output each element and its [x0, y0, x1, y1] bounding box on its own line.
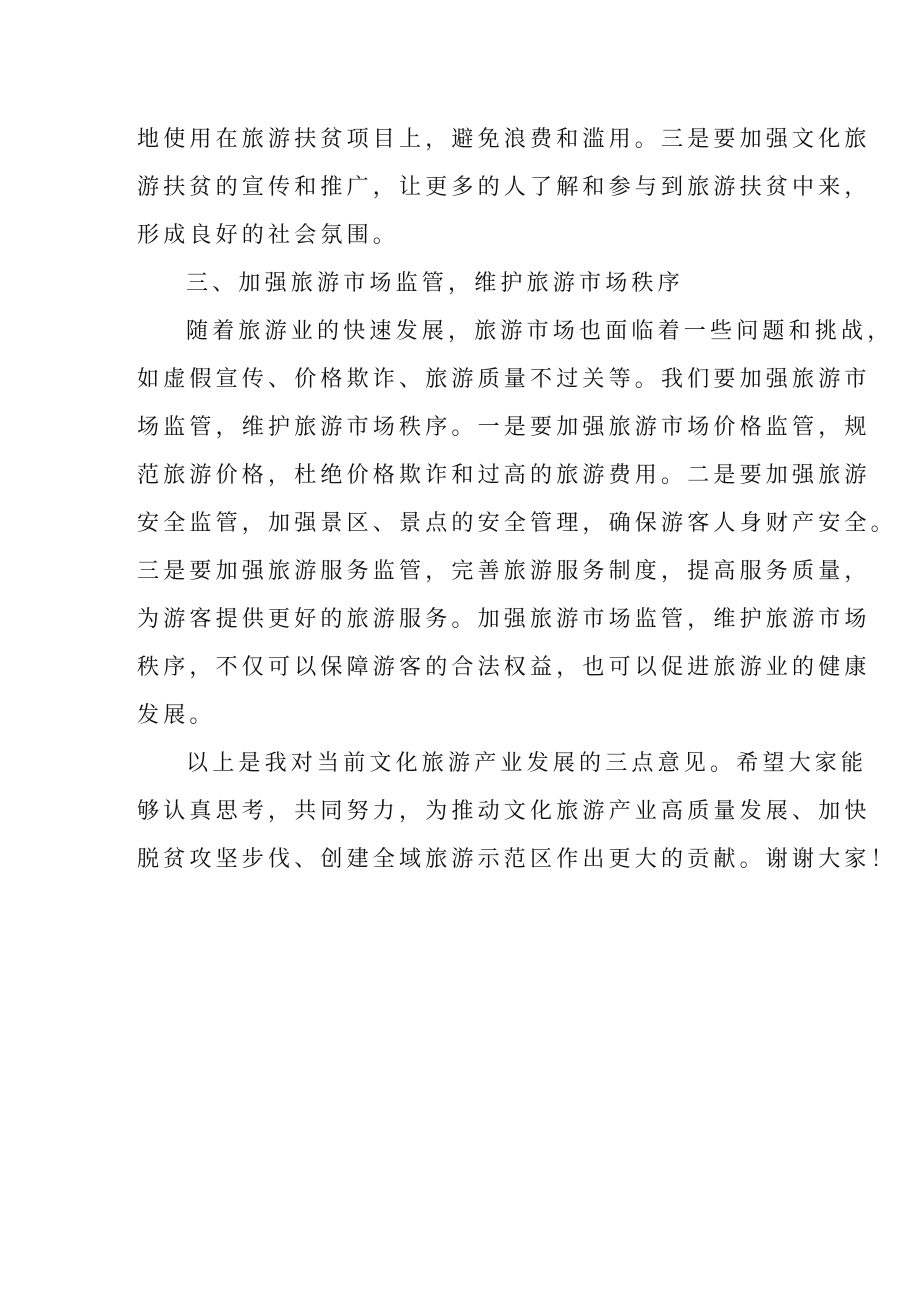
paragraph-line: 脱贫攻坚步伐、创建全域旅游示范区作出更大的贡献。谢谢大家！	[137, 847, 897, 872]
paragraph-line: 形成良好的社会氛围。	[137, 223, 400, 248]
paragraph-line: 三是要加强旅游服务监管，完善旅游服务制度，提高服务质量，	[137, 559, 871, 584]
paragraph-line: 以上是我对当前文化旅游产业发展的三点意见。希望大家能	[186, 751, 868, 776]
paragraph-line: 为游客提供更好的旅游服务。加强旅游市场监管，维护旅游市场	[137, 607, 871, 632]
paragraph-line: 安全监管，加强景区、景点的安全管理，确保游客人身财产安全。	[137, 511, 897, 536]
paragraph-line: 范旅游价格，杜绝价格欺诈和过高的旅游费用。二是要加强旅游	[137, 463, 871, 488]
paragraph-line: 随着旅游业的快速发展，旅游市场也面临着一些问题和挑战，	[186, 319, 894, 344]
paragraph-line: 场监管，维护旅游市场秩序。一是要加强旅游市场价格监管，规	[137, 415, 871, 440]
paragraph-line: 地使用在旅游扶贫项目上，避免浪费和滥用。三是要加强文化旅	[137, 127, 871, 152]
paragraph-line: 够认真思考，共同努力，为推动文化旅游产业高质量发展、加快	[137, 799, 871, 824]
paragraph-line: 发展。	[137, 703, 216, 728]
paragraph-line: 如虚假宣传、价格欺诈、旅游质量不过关等。我们要加强旅游市	[137, 367, 871, 392]
section-heading: 三、加强旅游市场监管，维护旅游市场秩序	[186, 271, 684, 296]
paragraph-line: 游扶贫的宣传和推广，让更多的人了解和参与到旅游扶贫中来，	[137, 175, 871, 200]
paragraph-line: 秩序，不仅可以保障游客的合法权益，也可以促进旅游业的健康	[137, 655, 871, 680]
